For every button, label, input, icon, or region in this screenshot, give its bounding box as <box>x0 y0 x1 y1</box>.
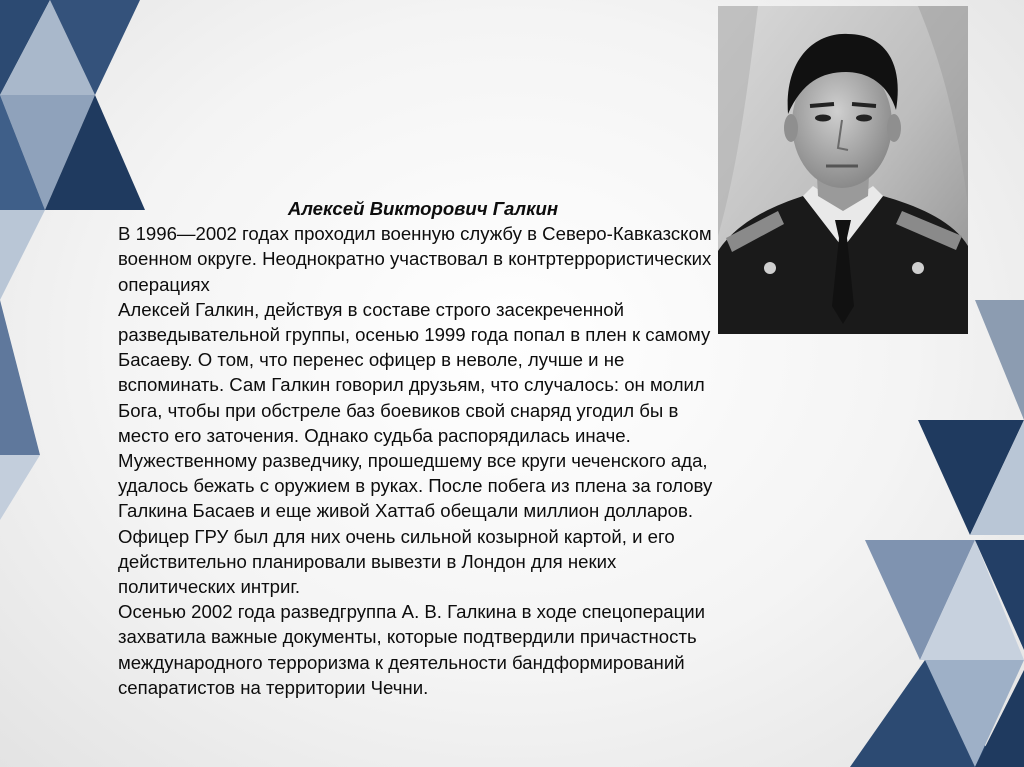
biography-text <box>118 196 728 700</box>
bio-paragraph: Алексей Галкин, действуя в составе строго засекреченной разведывательной группы, осенью 1999 года попал в плен к самому Басаеву. О том, что перенес офицер в неволе, лучше и не вспоминать. Сам Галкин говорил друзьям, что случалось: он молил Бога, чтобы при обстреле баз боевиков свой снаряд угодил бы в место его заточения. Однако судьба распорядилась иначе. Мужественному разведчику, прошедшему все круги чеченского ада, удалось бежать с оружием в руках. После побега из плена за голову Галкина Басаев и еще живой Хаттаб обещали миллион долларов. Офицер ГРУ был для них очень сильной козырной картой, и его действительно планировали вывезти в Лондон для неких политических интриг. <box>118 298 713 598</box>
officer-portrait-photo <box>718 6 968 334</box>
triangle-shape <box>0 455 40 520</box>
bio-paragraph: В 1996—2002 годах проходил военную службу в Северо-Кавказском военном округе. Неоднократно участвовал в контртеррористических операциях <box>118 223 712 295</box>
triangle-shape <box>0 300 40 455</box>
triangle-shape <box>975 300 1024 420</box>
bio-paragraph: Осенью 2002 года разведгруппа А. В. Галкина в ходе спецоперации захватила важные документы, которые подтвердили причастность международного терроризма к деятельности бандформирований сепаратистов на территории Чечни. <box>118 601 706 698</box>
person-name-heading: Алексей Викторович Галкин <box>287 198 559 219</box>
triangle-shape <box>0 210 45 300</box>
